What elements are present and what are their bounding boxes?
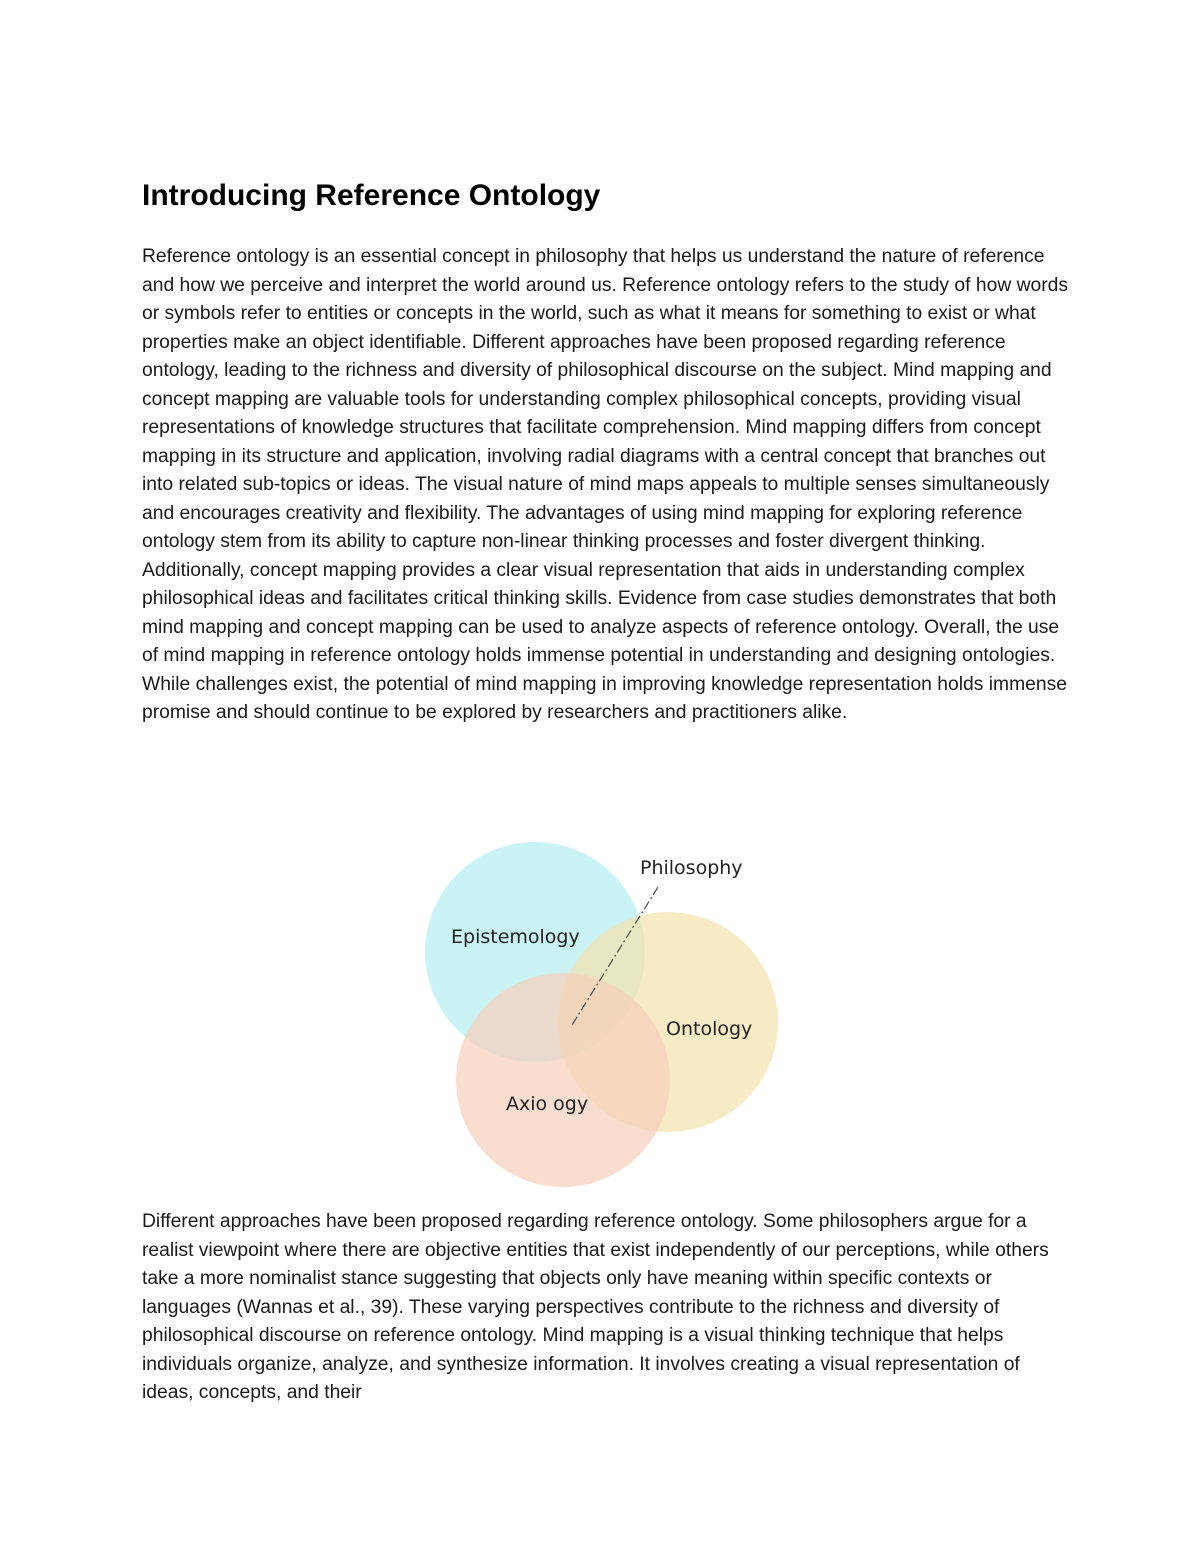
body-paragraph: Reference ontology is an essential concept in philosophy that helps us understand the nature of reference and how we perceive and interpret the world around us. Reference ontology refers to the study of how words or symbols refer to entities or concepts in the world, such as what it means for something to exist or what properties make an object identifiable. Different approaches have been proposed regarding reference ontology, leading to the richness and diversity of philosophical discourse on the subject. Mind mapping and concept mapping are valuable tools for understanding complex philosophical concepts, providing visual representations of knowledge structures that facilitate comprehension. Mind mapping differs from concept mapping in its structure and application, involving radial diagrams with a central concept that branches out into related sub-topics or ideas. The visual nature of mind maps appeals to multiple senses simultaneously and encourages creativity and flexibility. The advantages of using mind mapping for exploring reference ontology stem from its ability to capture non-linear thinking processes and foster divergent thinking. Additionally, concept mapping provides a clear visual representation that aids in understanding complex philosophical ideas and facilitates critical thinking skills. Evidence from case studies demonstrates that both mind mapping and concept mapping can be used to analyze aspects of reference ontology. Overall, the use of mind mapping in reference ontology holds immense potential in understanding and designing ontologies. While challenges exist, the potential of mind mapping in improving knowledge representation holds immense promise and should continue to be explored by researchers and practitioners alike. <box>142 246 1069 723</box>
venn-diagram <box>410 835 810 1195</box>
label-axiology: Axio ogy <box>506 1093 589 1115</box>
venn-diagram-figure <box>410 835 810 1195</box>
axiology-circle <box>456 973 670 1187</box>
label-epistemology: Epistemology <box>451 926 580 948</box>
label-philosophy: Philosophy <box>640 857 743 879</box>
body-paragraph: Different approaches have been proposed regarding reference ontology. Some philosophers argue for a realist viewpoint where there are objective entities that exist independently of our perceptions, while others take a more nominalist stance suggesting that objects only have meaning within specific contexts or languages (Wannas et al., 39). These varying perspectives contribute to the richness and diversity of philosophical discourse on reference ontology. Mind mapping is a visual thinking technique that helps individuals organize, analyze, and synthesize information. It involves creating a visual representation of ideas, concepts, and their <box>142 1211 1049 1403</box>
page-title: Introducing Reference Ontology <box>142 179 601 212</box>
label-ontology: Ontology <box>666 1018 753 1040</box>
